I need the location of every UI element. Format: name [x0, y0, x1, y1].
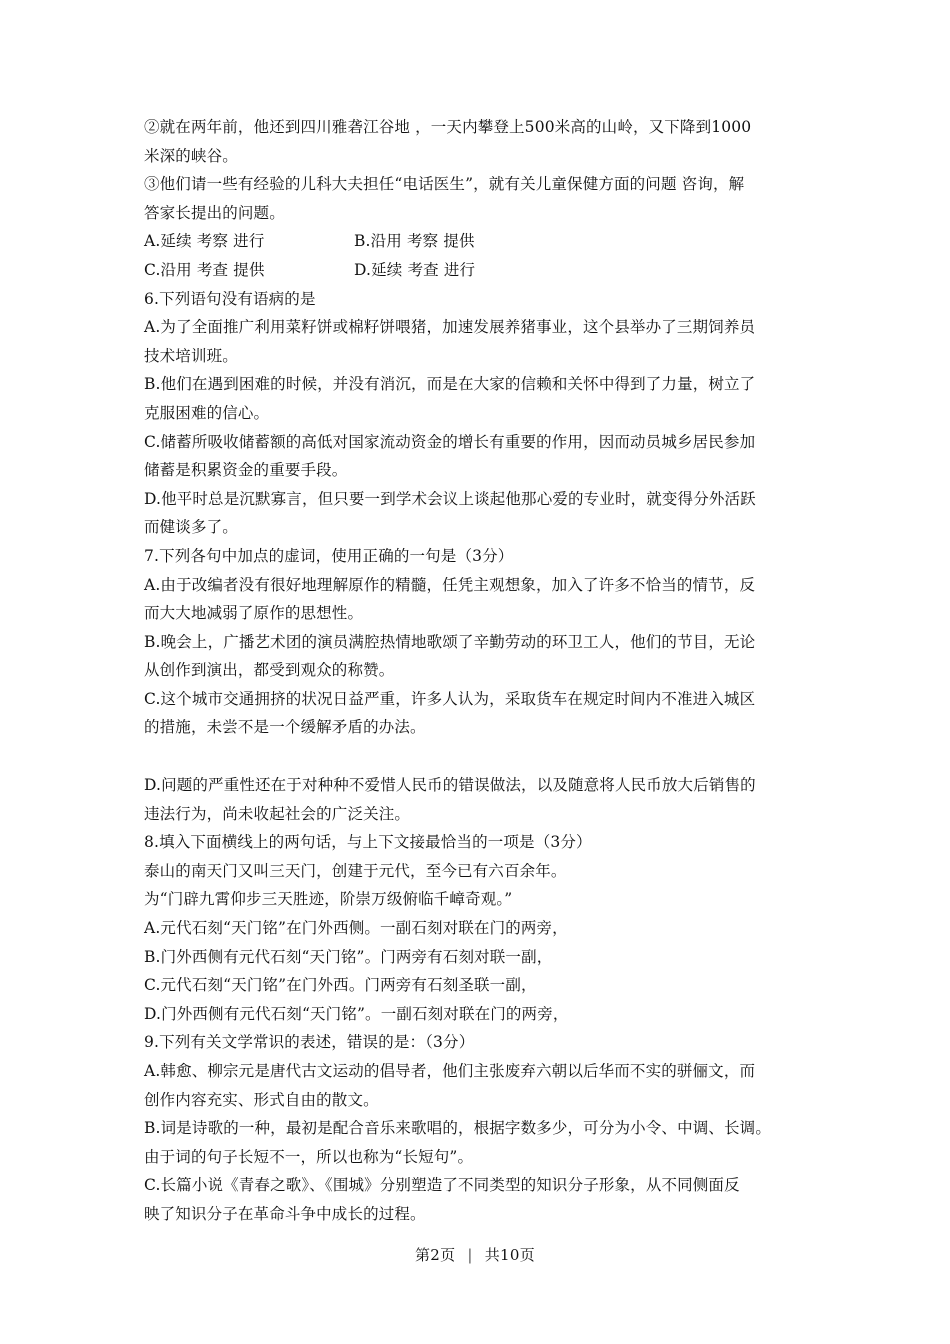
text-line: ③他们请一些有经验的儿科大夫担任“电话医生”，就有关儿童保健方面的问题 咨询，解: [144, 175, 745, 194]
text-line: 为“门辟九霄仰步三天胜迹，阶崇万级俯临千嶂奇观。”: [144, 890, 513, 909]
text-line: 而健谈多了。: [144, 518, 238, 537]
text-line: A.为了全面推广利用菜籽饼或棉籽饼喂猪，加速发展养猪事业，这个县举办了三期饲养员: [144, 318, 756, 337]
text-line: ②就在两年前，他还到四川雅砻江谷地 ，一天内攀登上500米高的山岭，又下降到1000: [144, 118, 752, 136]
text-line: D.问题的严重性还在于对种种不爱惜人民币的错误做法，以及随意将人民币放大后销售的: [144, 776, 756, 795]
text-line: B.他们在遇到困难的时候，并没有消沉，而是在大家的信赖和关怀中得到了力量，树立了: [144, 375, 756, 394]
blank-gap: [144, 742, 824, 771]
question-8-title: 8.填入下面横线上的两句话，与上下文接最恰当的一项是（3分）: [144, 833, 592, 852]
text-line: 映了知识分子在革命斗争中成长的过程。: [144, 1204, 426, 1223]
text-line: 泰山的南天门又叫三天门，创建于元代，至今已有六百余年。: [144, 861, 567, 880]
footer-separator: |: [467, 1246, 473, 1264]
page-number: 第2页: [414, 1246, 456, 1264]
text-line: C.元代石刻“天门铭”在门外西。门两旁有石刻圣联一副，: [144, 976, 537, 995]
q5-options-row-2: [144, 256, 824, 285]
question-6-title: 6.下列语句没有语病的是: [144, 289, 316, 308]
text-line: B.词是诗歌的一种，最初是配合音乐来歌唱的，根据字数多少，可分为小令、中调、长调。: [144, 1119, 771, 1138]
q5-options-row-1: [144, 227, 824, 256]
text-line: 答家长提出的问题。: [144, 203, 285, 222]
page-content: [144, 113, 824, 1229]
text-line: 技术培训班。: [144, 346, 238, 365]
text-line: 创作内容充实、形式自由的散文。: [144, 1090, 379, 1109]
text-line: 由于词的句子长短不一，所以也称为“长短句”。: [144, 1147, 474, 1166]
text-line: C.长篇小说《青春之歌》、《围城》分别塑造了不同类型的知识分子形象，从不同侧面反: [144, 1176, 740, 1195]
text-line: B.晚会上，广播艺术团的演员满腔热情地歌颂了辛勤劳动的环卫工人，他们的节目，无论: [144, 632, 756, 651]
page-total: 共10页: [484, 1246, 536, 1264]
text-line: 的措施，未尝不是一个缓解矛盾的办法。: [144, 718, 426, 737]
text-line: D.门外西侧有元代石刻“天门铭”。一副石刻对联在门的两旁，: [144, 1004, 569, 1023]
text-line: 而大大地减弱了原作的思想性。: [144, 604, 364, 623]
option-d: D.延续 考查 进行: [354, 260, 476, 279]
text-line: B.门外西侧有元代石刻“天门铭”。门两旁有石刻对联一副，: [144, 947, 553, 966]
question-9-title: 9.下列有关文学常识的表述，错误的是：（3分）: [144, 1033, 475, 1052]
option-c: C.沿用 考查 提供: [144, 260, 265, 279]
text-line: 米深的峡谷。: [144, 146, 238, 165]
page-footer: [0, 1244, 950, 1265]
question-7-title: 7.下列各句中加点的虚词，使用正确的一句是（3分）: [144, 546, 514, 565]
option-b: B.沿用 考察 提供: [354, 232, 475, 251]
text-line: A.由于改编者没有很好地理解原作的精髓，任凭主观想象，加入了许多不恰当的情节，反: [144, 575, 756, 594]
text-line: C.这个城市交通拥挤的状况日益严重，许多人认为，采取货车在规定时间内不准进入城区: [144, 689, 756, 708]
text-line: C.储蓄所吸收储蓄额的高低对国家流动资金的增长有重要的作用，因而动员城乡居民参加: [144, 432, 756, 451]
text-line: 从创作到演出，都受到观众的称赞。: [144, 661, 395, 680]
text-line: 储蓄是积累资金的重要手段。: [144, 461, 348, 480]
option-a: A.延续 考察 进行: [144, 232, 265, 251]
text-line: 克服困难的信心。: [144, 403, 270, 422]
text-line: 违法行为，尚未收起社会的广泛关注。: [144, 804, 411, 823]
text-line: A.韩愈、柳宗元是唐代古文运动的倡导者，他们主张废弃六朝以后华而不实的骈俪文，而: [144, 1062, 756, 1080]
text-line: D.他平时总是沉默寡言，但只要一到学术会议上谈起他那心爱的专业时，就变得分外活跃: [144, 489, 756, 508]
text-line: A.元代石刻“天门铭”在门外西侧。一副石刻对联在门的两旁，: [144, 919, 568, 938]
